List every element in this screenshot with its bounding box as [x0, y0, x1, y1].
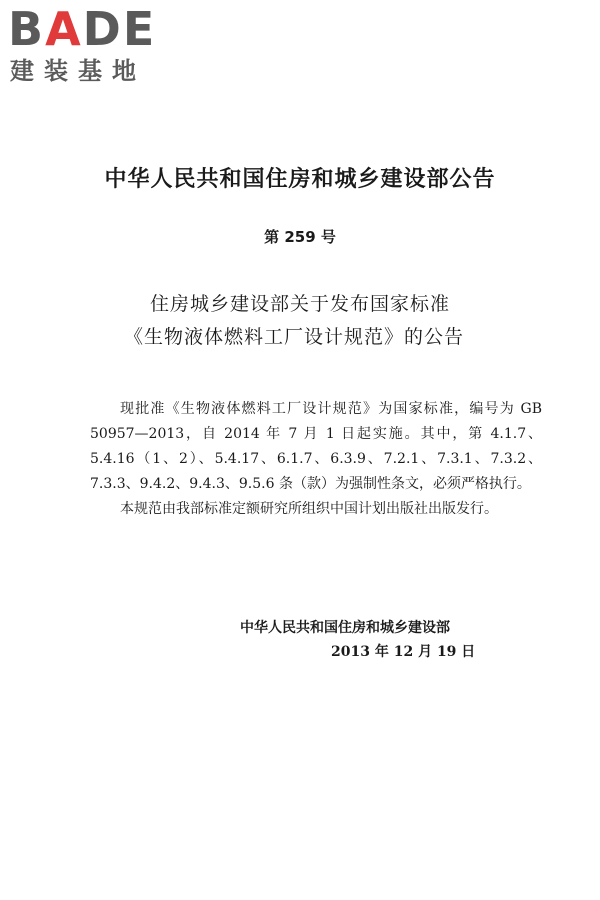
logo-letters-de: DE	[82, 2, 157, 56]
logo-letter-b: B	[8, 2, 46, 56]
subtitle-line-1: 住房城乡建设部关于发布国家标准	[149, 293, 450, 315]
logo-letter-a: A	[45, 2, 83, 56]
announcement-body	[90, 397, 542, 522]
signing-authority: 中华人民共和国住房和城乡建设部	[240, 620, 450, 636]
announcement-number: 第 259 号	[264, 228, 336, 246]
logo-wordmark	[8, 4, 156, 54]
announcement-title: 中华人民共和国住房和城乡建设部公告	[104, 167, 496, 192]
bade-logo	[8, 4, 188, 90]
paragraph-approval: 现批准《生物液体燃料工厂设计规范》为国家标准，编号为 GB 50957—2013，自 2014 年 7 月 1 日起实施。其中，第 4.1.7、5.4.16（1、2）、5.4.17、6.1.7、6.3.9、7.2.1、7.3.1、7.3.2、7.3.3、9.4.2、9.4.3、9.5.6 条（款）为强制性条文，必须严格执行。	[90, 401, 542, 492]
signing-date: 2013 年 12 月 19 日	[331, 644, 476, 660]
logo-subtitle: 建装基地	[10, 57, 146, 85]
subtitle-line-2: 《生物液体燃料工厂设计规范》的公告	[123, 326, 464, 348]
paragraph-publication: 本规范由我部标准定额研究所组织中国计划出版社出版发行。	[120, 501, 498, 517]
